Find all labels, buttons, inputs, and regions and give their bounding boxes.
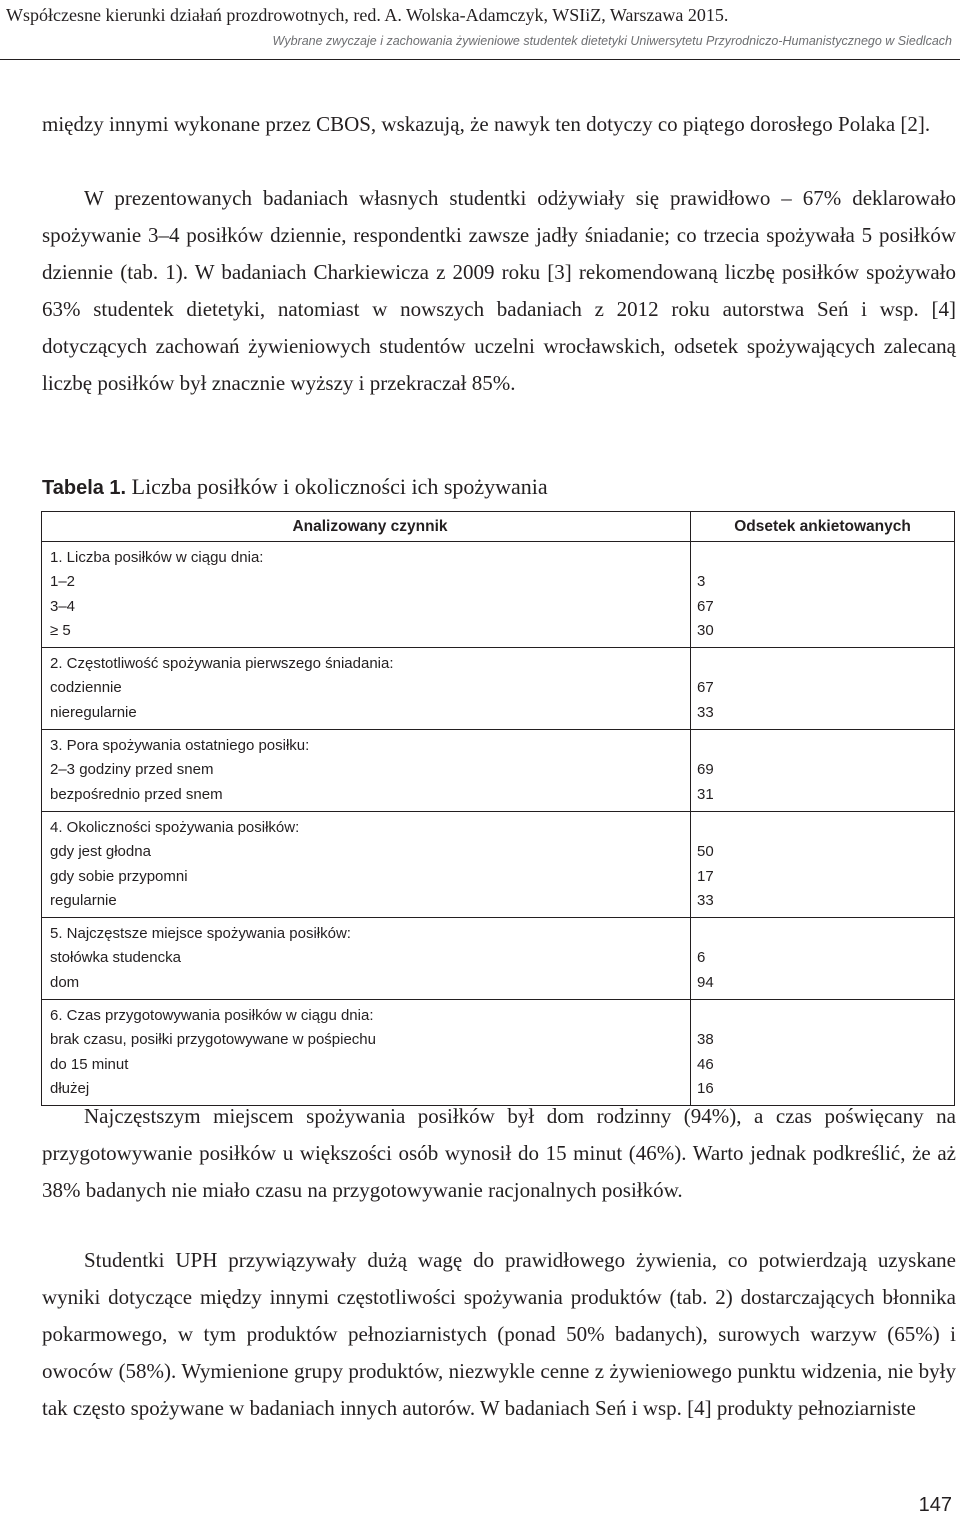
percent-value: 67 [697,597,714,615]
factor-option: dom [50,973,80,991]
factor-option: ≥ 5 [50,621,71,639]
percent-value: 33 [697,891,714,909]
header-divider [0,59,960,60]
column-header-percent: Odsetek ankietowanych [691,512,955,542]
page-number: 147 [918,1494,952,1516]
percent-value: 46 [697,1055,714,1073]
percent-cell [691,542,955,648]
group-heading: 4. Okoliczności spożywania posiłków: [50,818,300,836]
factor-option: brak czasu, posiłki przygotowywane w pośpiechu [50,1031,376,1049]
factor-cell [42,918,691,1000]
group-heading-spacer [697,652,948,676]
percent-value: 94 [697,973,714,991]
factor-cell [42,542,691,648]
table-row [42,811,955,917]
meals-table [41,511,955,1106]
factor-cell [42,730,691,812]
percent-value: 17 [697,867,714,885]
percent-value: 3 [697,573,706,591]
group-heading: 5. Najczęstsze miejsce spożywania posiłków: [50,925,351,943]
table-row [42,918,955,1000]
factor-option: codziennie [50,679,122,697]
factor-option: nieregularnie [50,703,137,721]
group-heading-spacer [697,922,948,946]
table-row [42,1000,955,1106]
factor-cell [42,811,691,917]
table-row [42,730,955,812]
paragraph-meal-place: Najczęstszym miejscem spożywania posiłków był dom rodzinny (94%), a czas poświęcany na przygotowywanie posiłków u większości osób wynosił do 15 minut (46%). Warto jednak podkreślić, że aż 38% badanych nie miało czasu na przygotowywanie racjonalnych posiłków. [42,1104,956,1202]
percent-value: 30 [697,621,714,639]
factor-option: 1–2 [50,573,76,591]
group-heading: 3. Pora spożywania ostatniego posiłku: [50,737,310,755]
factor-option: 3–4 [50,597,76,615]
factor-cell [42,1000,691,1106]
factor-option: 2–3 godziny przed snem [50,761,214,779]
table-body [42,542,955,1106]
percent-value: 33 [697,703,714,721]
factor-option: gdy jest głodna [50,843,151,861]
group-heading: 1. Liczba posiłków w ciągu dnia: [50,549,264,566]
percent-value: 50 [697,843,714,861]
percent-cell [691,1000,955,1106]
percent-value: 16 [697,1079,714,1097]
percent-value: 6 [697,949,706,967]
percent-cell [691,811,955,917]
table-row [42,542,955,648]
percent-value: 67 [697,679,714,697]
group-heading-spacer [697,1004,948,1028]
group-heading: 6. Czas przygotowywania posiłków w ciągu dnia: [50,1007,374,1025]
percent-value: 69 [697,761,714,779]
factor-option: stołówka studencka [50,949,181,967]
group-heading-spacer [697,734,948,758]
factor-option: gdy sobie przypomni [50,867,188,885]
table-header-row [42,512,955,542]
factor-option: bezpośrednio przed snem [50,785,223,803]
group-heading-spacer [697,816,948,840]
factor-cell [42,648,691,730]
paragraph-uph-students: Studentki UPH przywiązywały dużą wagę do prawidłowego żywienia, co potwierdzają uzyskane wyniki dotyczące między innymi częstotliwości spożywania produktów (tab. 2) dostarczających błonnika pokarmowego, w tym produktów pełnoziarnistych (ponad 50% badanych), surowych warzyw (65%) i owoców (58%). Wymienione grupy produktów, niezwykle cenne z żywieniowego punktu widzenia, nie były tak często spożywane w badaniach innych autorów. W badaniach Seń i wsp. [4] produkty pełnoziarniste [42,1248,956,1420]
group-heading: 2. Częstotliwość spożywania pierwszego śniadania: [50,655,394,673]
group-heading-spacer [697,546,948,570]
percent-cell [691,918,955,1000]
table-row [42,648,955,730]
table-caption-text: Liczba posiłków i okoliczności ich spożywania [126,474,548,499]
factor-option: dłużej [50,1079,90,1097]
percent-value: 38 [697,1031,714,1049]
table-caption [42,474,548,500]
publication-header: Współczesne kierunki działań prozdrowotnych, red. A. Wolska-Adamczyk, WSIiZ, Warszawa 2015. [6,5,729,25]
factor-option: do 15 minut [50,1055,129,1073]
percent-cell [691,730,955,812]
paragraph-own-research: W prezentowanych badaniach własnych studentki odżywiały się prawidłowo – 67% deklarowało spożywanie 3–4 posiłków dziennie, respondentki zawsze jadły śniadanie; co trzecia spożywała 5 posiłków dziennie (tab. 1). W badaniach Charkiewicza z 2009 roku [3] rekomendowaną liczbę posiłków spożywało 63% studentek dietetyki, natomiast w nowszych badaniach z 2012 roku autorstwa Seń i wsp. [4] dotyczących zachowań żywieniowych studentów uczelni wrocławskich, odsetek spożywających zalecaną liczbę posiłków był znacznie wyższy i przekraczał 85%. [42,186,956,395]
factor-option: regularnie [50,891,117,909]
percent-cell [691,648,955,730]
percent-value: 31 [697,785,714,803]
article-running-title: Wybrane zwyczaje i zachowania żywieniowe studentek dietetyki Uniwersytetu Przyrodniczo-Humanistycznego w Siedlcach [272,34,952,48]
paragraph-intro: między innymi wykonane przez CBOS, wskazują, że nawyk ten dotyczy co piątego dorosłego Polaka [2]. [42,112,931,136]
table-label: Tabela 1. [42,477,127,499]
column-header-factor: Analizowany czynnik [42,512,691,542]
